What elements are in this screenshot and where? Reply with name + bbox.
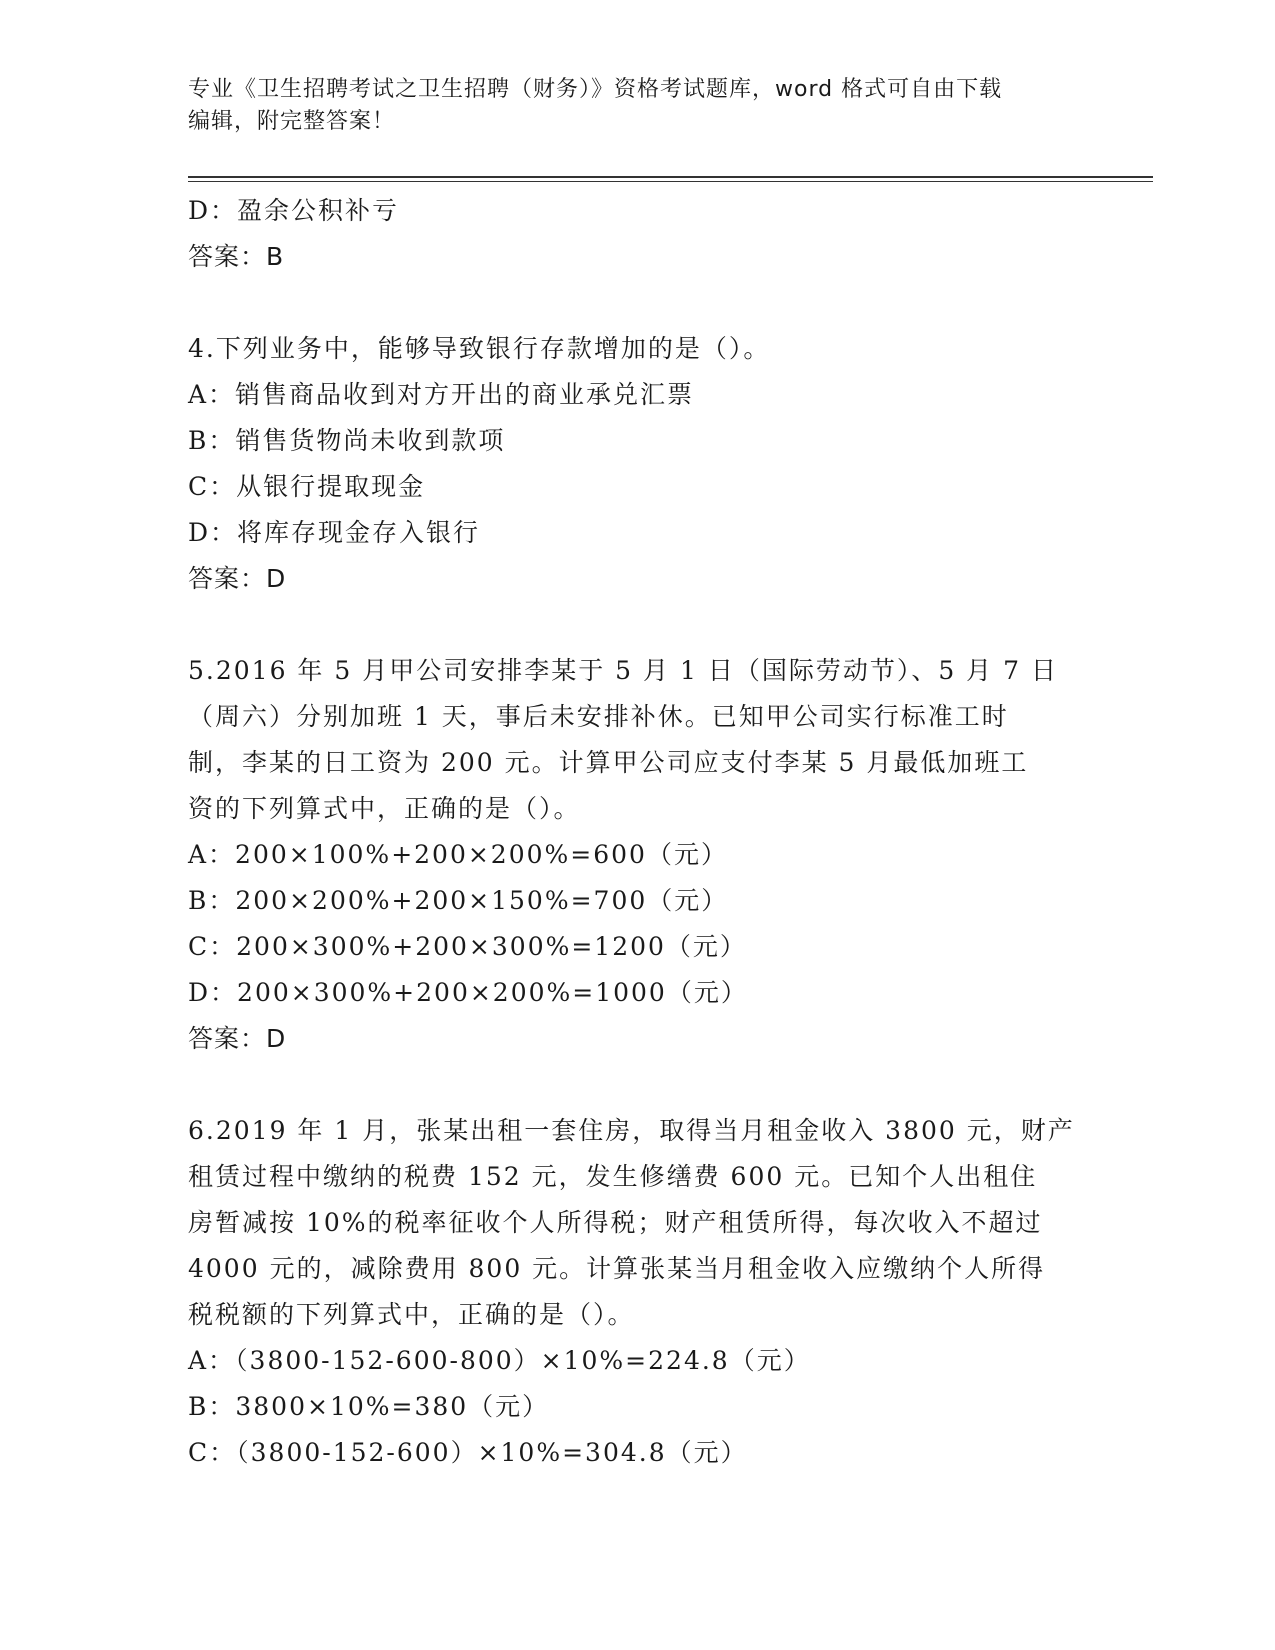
q5-stem-line-3: 制，李某的日工资为 200 元。计算甲公司应支付李某 5 月最低加班工 (188, 748, 1029, 777)
q6-option-c: C：（3800-152-600）×10%=304.8（元） (188, 1438, 748, 1467)
q6-stem-line-2: 租赁过程中缴纳的税费 152 元，发生修缮费 600 元。已知个人出租住 (188, 1162, 1038, 1191)
document-body (188, 188, 1088, 1476)
q6-stem-line-3: 房暂减按 10%的税率征收个人所得税；财产租赁所得，每次收入不超过 (188, 1208, 1043, 1237)
q6-option-b: B：3800×10%=380（元） (188, 1392, 550, 1421)
question-6 (188, 1108, 1088, 1476)
question-3-tail (188, 188, 1088, 280)
q5-stem-line-1: 5.2016 年 5 月甲公司安排李某于 5 月 1 日（国际劳动节）、5 月 7 日 (188, 656, 1058, 685)
q5-answer: 答案：D (188, 1024, 287, 1053)
q4-option-b: B：销售货物尚未收到款项 (188, 426, 506, 455)
q5-stem-line-4: 资的下列算式中，正确的是（）。 (188, 794, 581, 823)
q4-option-d: D：将库存现金存入银行 (188, 518, 481, 547)
q6-stem-line-1: 6.2019 年 1 月，张某出租一套住房，取得当月租金收入 3800 元，财产 (188, 1116, 1075, 1145)
q4-option-c: C：从银行提取现金 (188, 472, 426, 501)
spacer (188, 602, 1088, 648)
q5-stem-line-2: （周六）分别加班 1 天，事后未安排补休。已知甲公司实行标准工时 (188, 702, 1009, 731)
q6-stem-line-5: 税税额的下列算式中，正确的是（）。 (188, 1300, 635, 1329)
q3-answer: 答案：B (188, 242, 285, 271)
spacer (188, 1062, 1088, 1108)
spacer (188, 280, 1088, 326)
q5-option-b: B：200×200%+200×150%=700（元） (188, 886, 729, 915)
q4-option-a: A：销售商品收到对方开出的商业承兑汇票 (188, 380, 695, 409)
q4-stem: 4.下列业务中，能够导致银行存款增加的是（）。 (188, 334, 771, 363)
q5-option-d: D：200×300%+200×200%=1000（元） (188, 978, 748, 1007)
q3-option-d: D：盈余公积补亏 (188, 196, 400, 225)
header-divider-thin (188, 181, 1153, 182)
header-divider-thick (188, 176, 1153, 178)
q6-stem-line-4: 4000 元的，减除费用 800 元。计算张某当月租金收入应缴纳个人所得 (188, 1254, 1046, 1283)
document-header (188, 74, 1088, 138)
header-line-1: 专业《卫生招聘考试之卫生招聘（财务）》资格考试题库，word 格式可自由下载 (188, 77, 1003, 102)
question-5 (188, 648, 1088, 1062)
q5-option-c: C：200×300%+200×300%=1200（元） (188, 932, 747, 961)
question-4 (188, 326, 1088, 602)
q4-answer: 答案：D (188, 564, 287, 593)
q6-option-a: A：（3800-152-600-800）×10%=224.8（元） (188, 1346, 811, 1375)
q5-option-a: A：200×100%+200×200%=600（元） (188, 840, 728, 869)
header-line-2: 编辑，附完整答案！ (188, 109, 396, 134)
